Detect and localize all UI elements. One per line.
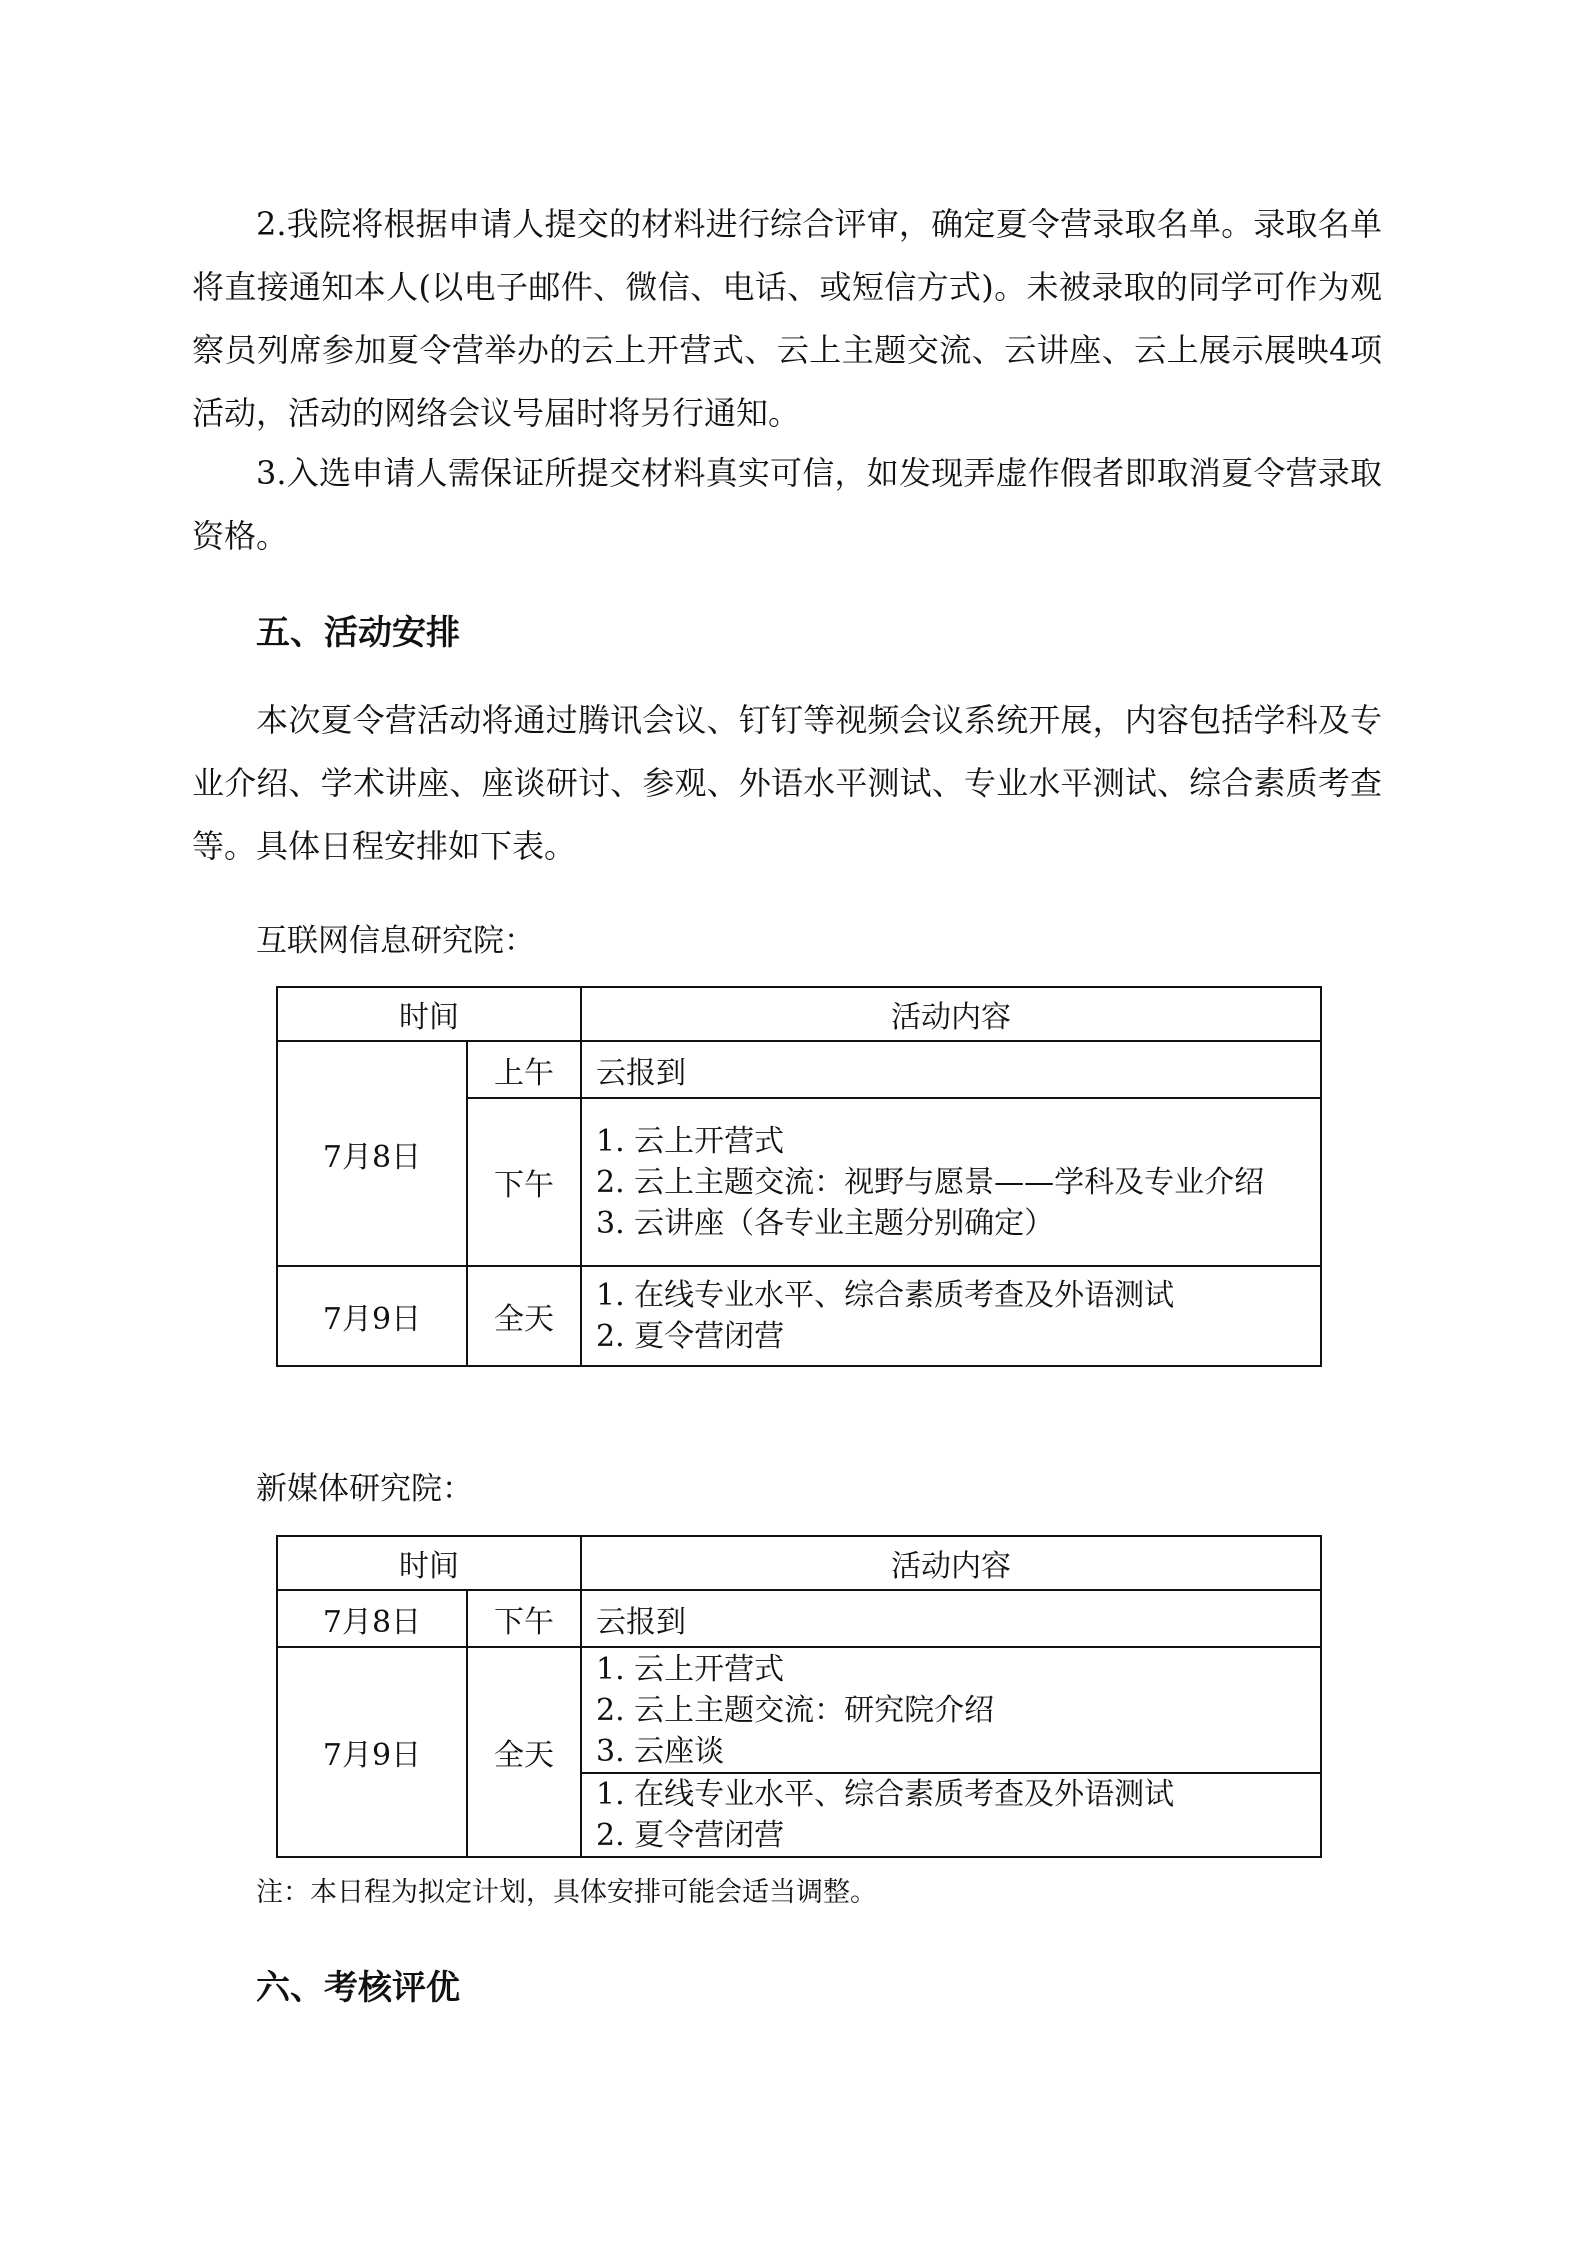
paragraph-authenticity: 3.入选申请人需保证所提交材料真实可信，如发现弄虚作假者即取消夏令营录取资格。: [192, 454, 1382, 555]
activity-item: 1. 云上开营式: [596, 1651, 785, 1687]
period-cell: 下午: [467, 1590, 581, 1647]
header-content: 活动内容: [581, 987, 1321, 1041]
table-row: [277, 1647, 1321, 1773]
paragraph-activity-intro: 本次夏令营活动将通过腾讯会议、钉钉等视频会议系统开展，内容包括学科及专业介绍、学术讲座、座谈研讨、参观、外语水平测试、专业水平测试、综合素质考查等。具体日程安排如下表。: [192, 701, 1382, 865]
activity-item: 3. 云座谈: [596, 1733, 725, 1769]
date-cell: 7月8日: [277, 1041, 467, 1266]
activity-item: 2. 夏令营闭营: [596, 1319, 785, 1354]
table-row: [277, 1041, 1321, 1098]
section-heading-assessment: 六、考核评优: [256, 1968, 460, 2008]
table-header-row: [277, 987, 1321, 1041]
table-caption-internet-institute: 互联网信息研究院：: [256, 923, 535, 959]
table-header-row: [277, 1536, 1321, 1590]
period-cell: 下午: [467, 1098, 581, 1266]
activity-item: 2. 云上主题交流：研究院介绍: [596, 1692, 995, 1728]
period-cell: 全天: [467, 1266, 581, 1366]
header-time: 时间: [277, 987, 581, 1041]
activity-item: 2. 夏令营闭营: [596, 1818, 785, 1853]
period-cell: 全天: [467, 1647, 581, 1857]
schedule-table-new-media-institute: [276, 1535, 1322, 1858]
activity-cell: [581, 1266, 1321, 1366]
date-cell: 7月9日: [277, 1647, 467, 1857]
activity-cell: 云报到: [581, 1041, 1321, 1098]
schedule-note: 注：本日程为拟定计划，具体安排可能会适当调整。: [256, 1877, 877, 1908]
header-time: 时间: [277, 1536, 581, 1590]
section-heading-activity-schedule: 五、活动安排: [256, 613, 460, 653]
date-cell: 7月9日: [277, 1266, 467, 1366]
table-row: [277, 1590, 1321, 1647]
activity-cell: [581, 1098, 1321, 1266]
activity-item: 2. 云上主题交流：视野与愿景——学科及专业介绍: [596, 1164, 1265, 1200]
date-cell: 7月8日: [277, 1590, 467, 1647]
activity-cell: [581, 1773, 1321, 1857]
paragraph-review-process: 2.我院将根据申请人提交的材料进行综合评审，确定夏令营录取名单。录取名单将直接通知本人(以电子邮件、微信、电话、或短信方式)。未被录取的同学可作为观察员列席参加夏令营举办的云上开营式、云上主题交流、云讲座、云上展示展映4项活动，活动的网络会议号届时将另行通知。: [192, 205, 1382, 432]
table-row: [277, 1266, 1321, 1366]
activity-cell: 云报到: [581, 1590, 1321, 1647]
table-caption-new-media-institute: 新媒体研究院：: [256, 1471, 473, 1507]
activity-item: 3. 云讲座（各专业主题分别确定）: [596, 1205, 1055, 1241]
activity-cell: [581, 1647, 1321, 1773]
activity-item: 1. 在线专业水平、综合素质考查及外语测试: [596, 1777, 1175, 1812]
header-content: 活动内容: [581, 1536, 1321, 1590]
schedule-table-internet-institute: [276, 986, 1322, 1367]
activity-item: 1. 在线专业水平、综合素质考查及外语测试: [596, 1278, 1175, 1313]
period-cell: 上午: [467, 1041, 581, 1098]
activity-item: 1. 云上开营式: [596, 1123, 785, 1159]
